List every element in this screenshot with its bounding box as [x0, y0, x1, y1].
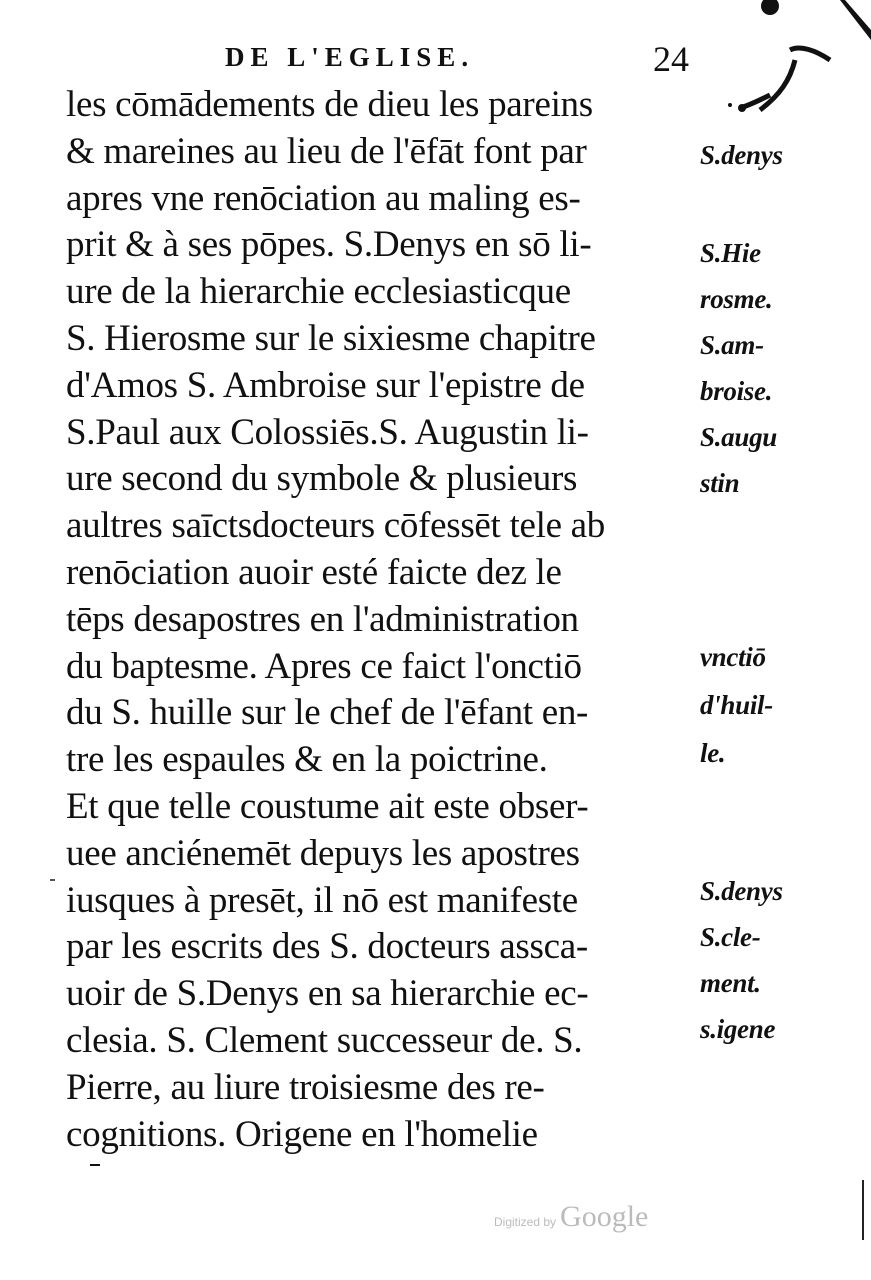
body-line: prit & à ses pōpes. S.Denys en sō li-: [66, 224, 592, 266]
body-line: cognitions. Origene en l'homelie: [66, 1113, 538, 1155]
body-line: S. Hierosme sur le sixiesme chapitre: [66, 317, 596, 359]
watermark-brand: Google: [560, 1200, 649, 1233]
page-edge: [862, 1180, 864, 1240]
body-line: uee anciénemēt depuys les apostres: [66, 832, 580, 874]
body-text: [66, 82, 696, 1158]
body-line: iusques à presēt, il nō est manifeste: [66, 879, 578, 921]
body-line: ure de la hierarchie ecclesiasticque: [66, 271, 571, 313]
page-header: [225, 39, 695, 86]
margin-note: S.cle-: [700, 922, 761, 952]
margin-note: S.denys: [700, 876, 783, 906]
margin-note: broise.: [700, 376, 773, 406]
body-line: d'Amos S. Ambroise sur l'epistre de: [66, 364, 585, 406]
body-line: aultres saīctsdocteurs cōfessēt tele ab: [66, 505, 605, 547]
body-line: tēps desapostres en l'administration: [66, 598, 579, 640]
margin-note: ment.: [700, 968, 761, 998]
body-line: du S. huille sur le chef de l'ēfant en-: [66, 692, 589, 734]
body-line: renōciation auoir esté faicte dez le: [66, 551, 562, 593]
body-line: les cōmādements de dieu les pareins: [66, 84, 593, 125]
margin-note: S.denys: [700, 140, 783, 170]
page-number: 24: [653, 39, 689, 79]
body-line: par les escrits des S. docteurs assca-: [66, 926, 588, 968]
body-line: & mareines au lieu de l'ēfāt font par: [66, 130, 587, 172]
body-line: tre les espaules & en la poictrine.: [66, 739, 548, 781]
margin-note: S.augu: [700, 422, 777, 452]
margin-note: S.am-: [700, 330, 764, 360]
margin-note: le.: [700, 738, 726, 768]
body-line: uoir de S.Denys en sa hierarchie ec-: [66, 973, 589, 1015]
body-line: ure second du symbole & plusieurs: [66, 458, 578, 500]
margin-note: S.Hie: [700, 238, 761, 268]
body-line: Et que telle coustume ait este obser-: [66, 785, 589, 827]
margin-note: stin: [700, 468, 740, 498]
body-line: clesia. S. Clement successeur de. S.: [66, 1019, 583, 1061]
body-line: du baptesme. Apres ce faict l'onctiō: [66, 645, 582, 687]
margin-note: d'huil-: [700, 690, 773, 720]
body-line: S.Paul aux Colossiēs.S. Augustin li-: [66, 411, 589, 453]
body-line: Pierre, au liure troisiesme des re-: [66, 1066, 545, 1108]
margin-note: vnctiō: [700, 642, 766, 672]
margin-notes: [700, 0, 860, 1280]
margin-note: rosme.: [700, 284, 773, 314]
body-line: apres vne renōciation au maling es-: [66, 177, 581, 219]
margin-note: s.igene: [700, 1014, 776, 1044]
running-title: DE L'EGLISE.: [225, 42, 475, 72]
digitized-watermark: [494, 1200, 694, 1240]
watermark-prefix: Digitized by: [494, 1215, 557, 1229]
